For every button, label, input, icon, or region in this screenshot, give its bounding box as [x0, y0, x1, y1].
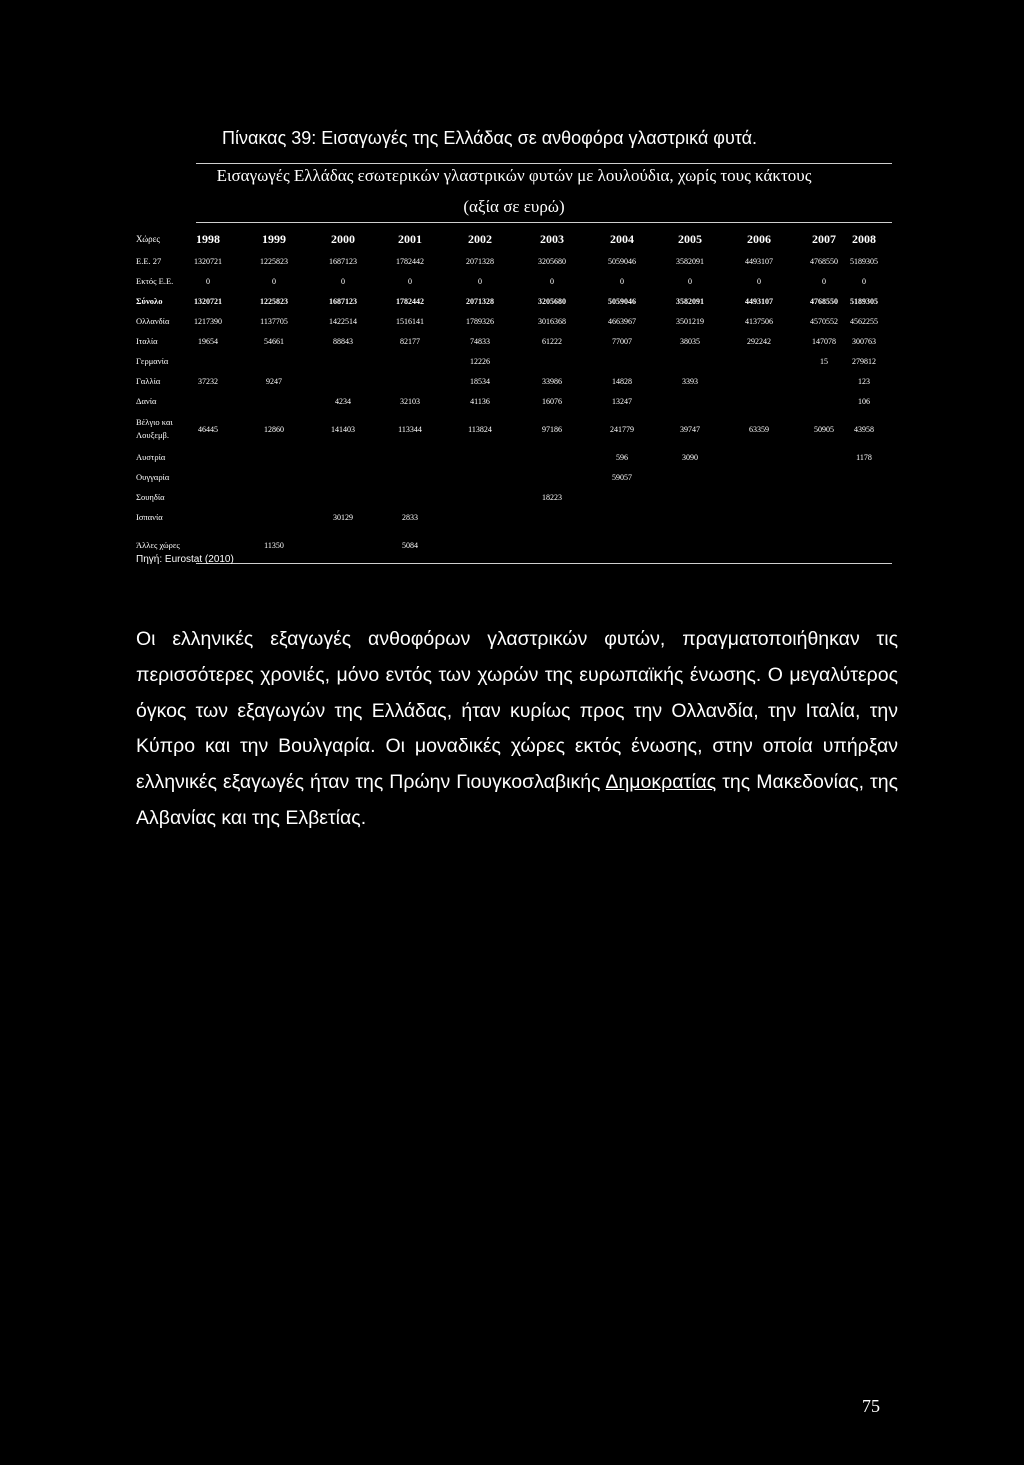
- table-cell: [312, 527, 374, 563]
- table-cell: 3016368: [538, 316, 566, 326]
- table-cell: 1687123: [329, 296, 357, 306]
- table-cell: [180, 467, 236, 487]
- table-cell: 11350: [264, 540, 284, 550]
- table-cell: 2833: [402, 512, 418, 522]
- table-cell: [312, 351, 374, 371]
- table-cell: [380, 487, 440, 507]
- row-label: Ε.Ε. 27: [136, 255, 162, 266]
- table-cell: 113824: [468, 424, 492, 434]
- table-cell: 123: [858, 376, 870, 386]
- table-cell: 14828: [612, 376, 632, 386]
- table-cell: [520, 351, 584, 371]
- table-row: [136, 391, 892, 411]
- table-cell: 4768550: [810, 296, 838, 306]
- row-label: Εκτός Ε.Ε.: [136, 275, 174, 286]
- table-caption: Πίνακας 39: Εισαγωγές της Ελλάδας σε ανθοφόρα γλαστρικά φυτά.: [222, 128, 758, 148]
- table-cell: 38035: [680, 336, 700, 346]
- table-cell: 5059046: [608, 296, 636, 306]
- table-cell: 1137705: [260, 316, 288, 326]
- table-cell: [520, 527, 584, 563]
- table-body: [136, 251, 892, 564]
- table-cell: [448, 487, 512, 507]
- table-cell: [836, 487, 892, 507]
- table-cell: [448, 507, 512, 527]
- table-title: Εισαγωγές Ελλάδας εσωτερικών γλαστρικών φυτών με λουλούδια, χωρίς τους κάκτους: [216, 166, 812, 185]
- table-subtitle: (αξία σε ευρώ): [463, 197, 565, 216]
- table-cell: 30129: [333, 512, 353, 522]
- table-cell: [726, 487, 792, 507]
- table-cell: [180, 391, 236, 411]
- table-cell: 4493107: [745, 256, 773, 266]
- table-cell: 1225823: [260, 256, 288, 266]
- table-cell: 59057: [612, 472, 632, 482]
- table-row: [136, 311, 892, 331]
- table-cell: 1320721: [194, 296, 222, 306]
- table-cell: 16076: [542, 396, 562, 406]
- table-row: [136, 467, 892, 487]
- table-cell: 1320721: [194, 256, 222, 266]
- table-cell: 1687123: [329, 256, 357, 266]
- table-cell: 18223: [542, 492, 562, 502]
- header-year: 2004: [610, 231, 634, 246]
- table-cell: [590, 351, 654, 371]
- table-cell: 0: [550, 276, 554, 286]
- table-cell: 1422514: [329, 316, 357, 326]
- row-label: Ουγγαρία: [136, 471, 170, 482]
- table-cell: 2071328: [466, 296, 494, 306]
- table-cell: 3205680: [538, 296, 566, 306]
- table-cell: [380, 351, 440, 371]
- table-cell: 113344: [398, 424, 422, 434]
- table-cell: 3582091: [676, 296, 704, 306]
- table-row: [136, 251, 892, 271]
- table-cell: [726, 467, 792, 487]
- table-cell: 32103: [400, 396, 420, 406]
- table-cell: 0: [822, 276, 826, 286]
- body-paragraph: [136, 622, 898, 837]
- header-label: Χώρες: [136, 233, 160, 244]
- table-cell: 1225823: [260, 296, 288, 306]
- table-cell: [836, 527, 892, 563]
- table-cell: [590, 527, 654, 563]
- table-cell: 106: [858, 396, 870, 406]
- table-row: [136, 411, 892, 447]
- row-label: Γερμανία: [136, 355, 169, 366]
- table-cell: [520, 467, 584, 487]
- table-cell: 0: [478, 276, 482, 286]
- row-label: Ισπανία: [136, 511, 163, 522]
- table-row: [136, 487, 892, 507]
- header-top-rule: [196, 222, 892, 223]
- table-cell: 12226: [470, 356, 490, 366]
- table-cell: [380, 447, 440, 467]
- row-label: Ολλανδία: [136, 315, 170, 326]
- table-cell: 279812: [852, 356, 876, 366]
- table-row: [136, 271, 892, 291]
- table-cell: 5059046: [608, 256, 636, 266]
- table-cell: 5189305: [850, 296, 878, 306]
- table-cell: 37232: [198, 376, 218, 386]
- table-cell: [180, 351, 236, 371]
- header-year: 2006: [747, 231, 771, 246]
- table-cell: [658, 507, 722, 527]
- table-cell: 147078: [812, 336, 836, 346]
- row-label: Σύνολο: [136, 295, 163, 306]
- table-cell: 41136: [470, 396, 490, 406]
- table-cell: 88843: [333, 336, 353, 346]
- table-cell: 5084: [402, 540, 418, 550]
- table-cell: 3393: [682, 376, 698, 386]
- table-cell: 1178: [856, 452, 872, 462]
- header-year: 2007: [812, 231, 836, 246]
- table-grid: [136, 227, 892, 564]
- row-label: Άλλες χώρες: [136, 539, 180, 550]
- table-cell: [180, 507, 236, 527]
- table-cell: [246, 467, 302, 487]
- table-cell: 596: [616, 452, 628, 462]
- table-cell: 77007: [612, 336, 632, 346]
- table-cell: 292242: [747, 336, 771, 346]
- row-label: Σουηδία: [136, 491, 165, 502]
- table-cell: [836, 507, 892, 527]
- table-cell: 1782442: [396, 256, 424, 266]
- table-cell: 1782442: [396, 296, 424, 306]
- table-cell: [380, 467, 440, 487]
- table-cell: 5189305: [850, 256, 878, 266]
- table-cell: 3582091: [676, 256, 704, 266]
- table-cell: [726, 527, 792, 563]
- table-cell: 0: [620, 276, 624, 286]
- table-cell: 2071328: [466, 256, 494, 266]
- table-cell: 0: [757, 276, 761, 286]
- table-cell: 241779: [610, 424, 634, 434]
- table-row: [136, 291, 892, 311]
- table-cell: 43958: [854, 424, 874, 434]
- table-cell: [246, 507, 302, 527]
- table-row: [136, 507, 892, 527]
- table-cell: 82177: [400, 336, 420, 346]
- row-label: Δανία: [136, 395, 157, 406]
- table-cell: 39747: [680, 424, 700, 434]
- table-cell: 74833: [470, 336, 490, 346]
- row-label: Γαλλία: [136, 375, 161, 386]
- table-cell: 4493107: [745, 296, 773, 306]
- paragraph-text: της Μακεδονίας, της Αλβανίας και της Ελβετίας.: [136, 771, 898, 829]
- table-cell: 50905: [814, 424, 834, 434]
- table-cell: 0: [862, 276, 866, 286]
- table-cell: [180, 487, 236, 507]
- table-header-row: [136, 227, 892, 251]
- header-year: 2005: [678, 231, 702, 246]
- page-number: 75: [862, 1396, 880, 1416]
- table-row: [136, 447, 892, 467]
- table-cell: 3205680: [538, 256, 566, 266]
- row-label: Αυστρία: [136, 451, 166, 462]
- table-cell: [658, 487, 722, 507]
- table-cell: [726, 351, 792, 371]
- table-cell: 19654: [198, 336, 218, 346]
- header-year: 1999: [262, 231, 286, 246]
- table-cell: 0: [341, 276, 345, 286]
- table-cell: 300763: [852, 336, 876, 346]
- paragraph-text: Οι ελληνικές εξαγωγές ανθοφόρων γλαστρικών φυτών, πραγματοποιήθηκαν τις περισσότερες χρονιές, μόνο εντός των χωρών της ευρωπαϊκής ένωσης. Ο μεγαλύτερος όγκος των εξαγωγών της Ελλάδας, ήταν κυρίως προς την Ολλανδία, την Ιταλία, την Κύπρο και την Βουλγαρία. Οι μοναδικές χώρες εκτός ένωσης, στην οποία υπήρξαν ελληνικές εξαγωγές ήταν της Πρώην Γιουγκοσλαβικής: [136, 628, 898, 794]
- table-cell: 46445: [198, 424, 218, 434]
- table-cell: [658, 527, 722, 563]
- table-cell: [448, 467, 512, 487]
- table-cell: 18534: [470, 376, 490, 386]
- header-year: 2002: [468, 231, 492, 246]
- table-cell: [246, 351, 302, 371]
- table-cell: [520, 507, 584, 527]
- table-cell: [658, 467, 722, 487]
- table-cell: 4562255: [850, 316, 878, 326]
- header-year: 2001: [398, 231, 422, 246]
- table-cell: 3501219: [676, 316, 704, 326]
- header-year: 2003: [540, 231, 564, 246]
- table-cell: [312, 467, 374, 487]
- table-cell: 33986: [542, 376, 562, 386]
- table-cell: 4663967: [608, 316, 636, 326]
- table-cell: 4768550: [810, 256, 838, 266]
- table-bottom-rule: [196, 563, 892, 564]
- table-cell: [246, 487, 302, 507]
- table-cell: [658, 351, 722, 371]
- paragraph-underlined-text: Δημοκρατίας: [605, 771, 717, 794]
- header-year: 2008: [852, 231, 876, 246]
- table-cell: 0: [206, 276, 210, 286]
- header-year: 1998: [196, 231, 220, 246]
- table-cell: 4137506: [745, 316, 773, 326]
- table-cell: 13247: [612, 396, 632, 406]
- table-cell: 61222: [542, 336, 562, 346]
- header-year: 2000: [331, 231, 355, 246]
- table-cell: [726, 371, 792, 391]
- table-row: [136, 331, 892, 351]
- table-cell: [312, 487, 374, 507]
- table-cell: 63359: [749, 424, 769, 434]
- table-cell: [590, 487, 654, 507]
- row-label: Βέλγιο και Λουξεμβ.: [136, 417, 173, 440]
- table-cell: [590, 507, 654, 527]
- table-cell: [726, 507, 792, 527]
- table-cell: 0: [408, 276, 412, 286]
- table-top-rule: [196, 163, 892, 164]
- table-cell: 3090: [682, 452, 698, 462]
- table-cell: 0: [688, 276, 692, 286]
- table-row: [136, 351, 892, 371]
- table-cell: [246, 447, 302, 467]
- table-cell: 15: [820, 356, 828, 366]
- table-cell: [448, 447, 512, 467]
- table-cell: 1217390: [194, 316, 222, 326]
- table-cell: 12860: [264, 424, 284, 434]
- table-cell: 141403: [331, 424, 355, 434]
- table-cell: 9247: [266, 376, 282, 386]
- table-cell: 1516141: [396, 316, 424, 326]
- table-cell: 1789326: [466, 316, 494, 326]
- table-cell: [836, 467, 892, 487]
- table-row: [136, 371, 892, 391]
- row-label: Ιταλία: [136, 335, 158, 346]
- table-cell: [726, 391, 792, 411]
- table-cell: [380, 371, 440, 391]
- table-cell: [246, 391, 302, 411]
- table-cell: [312, 447, 374, 467]
- table-cell: 4570552: [810, 316, 838, 326]
- table-cell: [180, 447, 236, 467]
- table-cell: [448, 527, 512, 563]
- table-cell: 0: [272, 276, 276, 286]
- table-cell: [726, 447, 792, 467]
- table-cell: 4234: [335, 396, 351, 406]
- table-cell: [312, 371, 374, 391]
- table-row: [136, 527, 892, 563]
- table-cell: [520, 447, 584, 467]
- table-cell: 97186: [542, 424, 562, 434]
- table-cell: [658, 391, 722, 411]
- table-cell: 54661: [264, 336, 284, 346]
- table-source: Πηγή: Eurostat (2010): [136, 554, 234, 565]
